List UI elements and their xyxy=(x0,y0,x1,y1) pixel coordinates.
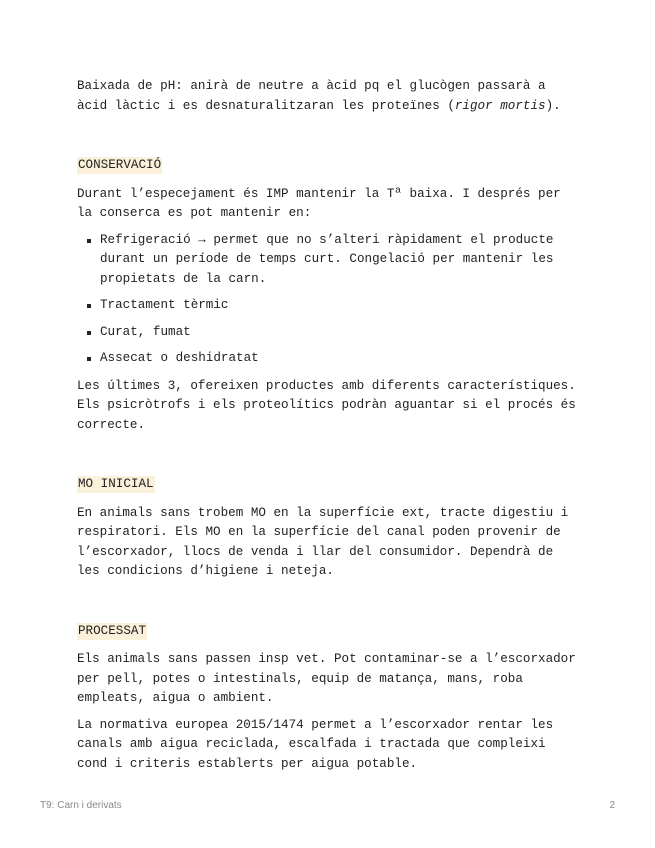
section-heading-mo-inicial: MO INICIAL xyxy=(78,477,154,491)
list-item: Tractament tèrmic xyxy=(77,296,577,316)
list-item: Curat, fumat xyxy=(77,323,577,343)
document-body xyxy=(77,77,577,781)
conservacio-paragraph-1: Durant l’especejament és IMP mantenir la Tª baixa. I després per la conserca es pot mantenir en: xyxy=(77,186,561,220)
list-item: Assecat o deshidratat xyxy=(77,349,577,369)
intro-paragraph xyxy=(77,77,577,116)
conservacio-paragraph-2: Les últimes 3, ofereixen productes amb diferents característiques. Els psicròtrofs i els proteolítics podràn aguantar si el procés és correcte. xyxy=(77,378,576,432)
intro-text: Baixada de pH: anirà de neutre a àcid pq el glucògen passarà a àcid làctic i es desnaturalitzaran les proteïnes ( xyxy=(77,79,546,113)
conservacio-list xyxy=(77,231,577,369)
processat-paragraph-2: La normativa europea 2015/1474 permet a l’escorxador rentar les canals amb aigua reciclada, escalfada i tractada que compleixi cond i criteris establerts per aigua potable. xyxy=(77,717,554,771)
list-item: Refrigeració → permet que no s’alteri ràpidament el producte durant un període de temps curt. Congelació per mantenir les propietats de la carn. xyxy=(77,231,577,290)
intro-italic: rigor mortis xyxy=(454,98,546,113)
processat-paragraph-1: Els animals sans passen insp vet. Pot contaminar-se a l’escorxador per pell, potes o intestinals, equip de matança, mans, roba empleats, aigua o ambient. xyxy=(77,652,576,705)
mo-inicial-paragraph: En animals sans trobem MO en la superfície ext, tracte digestiu i respiratori. Els MO en la superfície del canal poden provenir de l’escorxador, llocs de venda i llar del consumidor. Dependrà de les condicions d’higiene i neteja. xyxy=(77,505,569,578)
section-heading-processat: PROCESSAT xyxy=(78,623,147,638)
intro-text-end: ). xyxy=(545,98,561,113)
footer-title: T9: Carn i derivats xyxy=(40,800,122,811)
section-heading-conservacio: CONSERVACIÓ xyxy=(78,158,162,172)
page-number: 2 xyxy=(609,800,615,811)
